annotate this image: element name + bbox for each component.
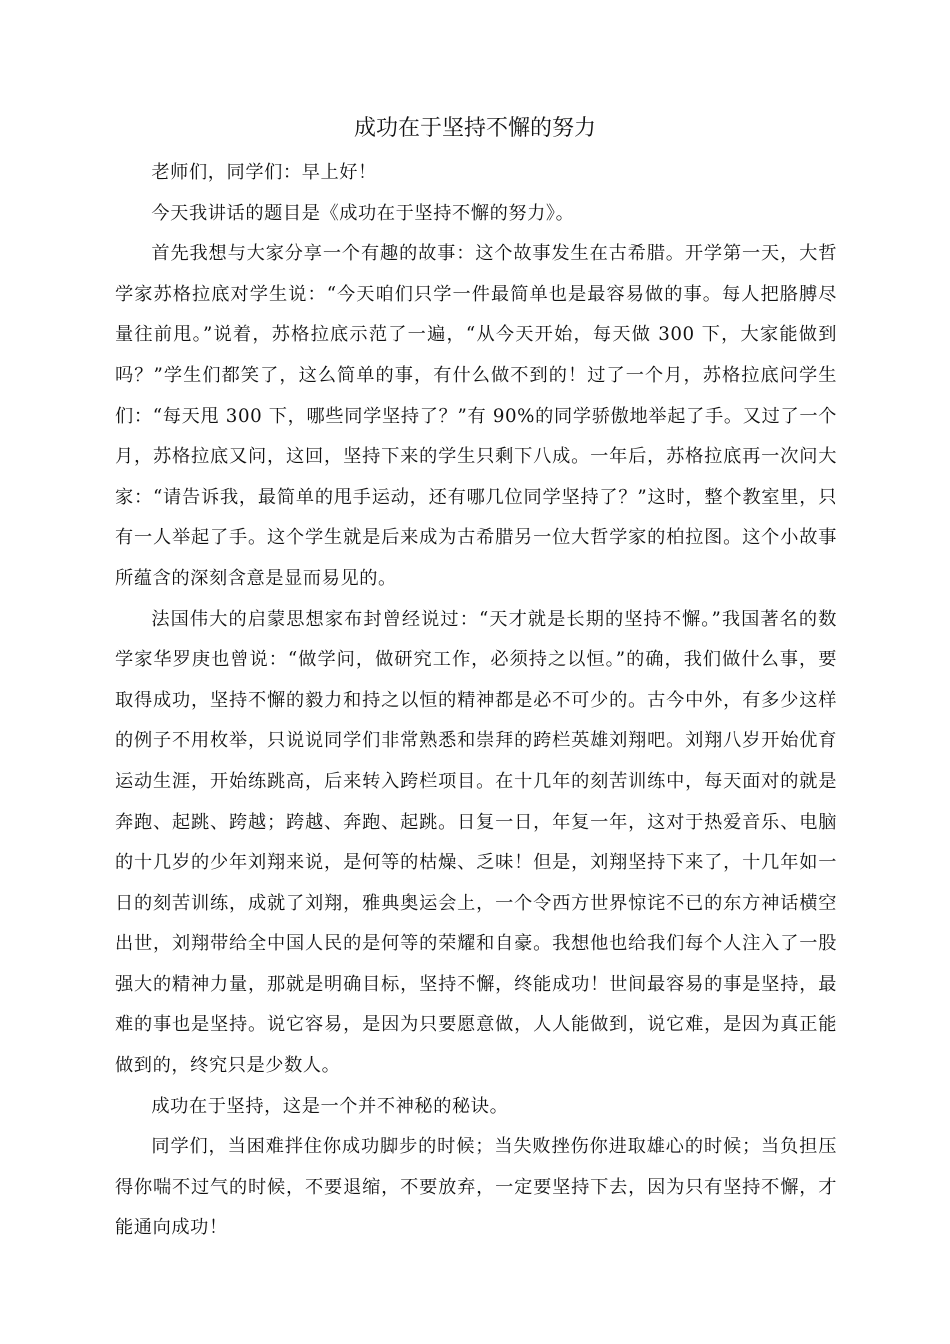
paragraph-greeting: 老师们，同学们：早上好！ xyxy=(151,162,377,183)
paragraph-socrates-story: 首先我想与大家分享一个有趣的故事：这个故事发生在古希腊。开学第一天，大哲学家苏格拉底对学生说：“今天咱们只学一件最简单也是最容易做的事。每人把胳膊尽量往前甩。”说着，苏格拉底示范了一遍，“从今天开始，每天做 300 下，大家能做到吗？”学生们都笑了，这么简单的事，有什么做不到的！过了一个月，苏格拉底问学生们：“每天甩 300 下，哪些同学坚持了？”有 90%的同学骄傲地举起了手。又过了一个月，苏格拉底又问，这回，坚持下来的学生只剩下八成。一年后，苏格拉底再一次问大家：“请告诉我，最简单的甩手运动，还有哪几位同学坚持了？”这时，整个教室里，只有一人举起了手。这个学生就是后来成为古希腊另一位大哲学家的柏拉图。这个小故事所蕴含的深刻含意是显而易见的。 xyxy=(115,243,837,589)
paragraph-secret: 成功在于坚持，这是一个并不神秘的秘诀。 xyxy=(151,1095,509,1117)
paragraph-closing: 同学们，当困难拌住你成功脚步的时候；当失败挫伤你进取雄心的时候；当负担压得你喘不过气的时候，不要退缩，不要放弃，一定要坚持下去，因为只有坚持不懈，才能通向成功！ xyxy=(115,1136,837,1239)
paragraph-topic: 今天我讲话的题目是《成功在于坚持不懈的努力》。 xyxy=(151,202,575,224)
document-title: 成功在于坚持不懈的努力 xyxy=(353,116,596,141)
document-body xyxy=(115,153,837,1249)
paragraph-liu-xiang: 法国伟大的启蒙思想家布封曾经说过：“天才就是长期的坚持不懈。”我国著名的数学家华罗庚也曾说：“做学问，做研究工作，必须持之以恒。”的确，我们做什么事，要取得成功，坚持不懈的毅力和持之以恒的精神都是必不可少的。古今中外，有多少这样的例子不用枚举，只说说同学们非常熟悉和崇拜的跨栏英雄刘翔吧。刘翔八岁开始优育运动生涯，开始练跳高，后来转入跨栏项目。在十几年的刻苦训练中，每天面对的就是奔跑、起跳、跨越；跨越、奔跑、起跳。日复一日，年复一年，这对于热爱音乐、电脑的十几岁的少年刘翔来说，是何等的枯燥、乏味！但是，刘翔坚持下来了，十几年如一日的刻苦训练，成就了刘翔，雅典奥运会上，一个令西方世界惊诧不已的东方神话横空出世，刘翔带给全中国人民的是何等的荣耀和自豪。我想他也给我们每个人注入了一股强大的精神力量，那就是明确目标，坚持不懈，终能成功！世间最容易的事是坚持，最难的事也是坚持。说它容易，是因为只要愿意做，人人能做到，说它难，是因为真正能做到的，终究只是少数人。 xyxy=(115,608,837,1077)
